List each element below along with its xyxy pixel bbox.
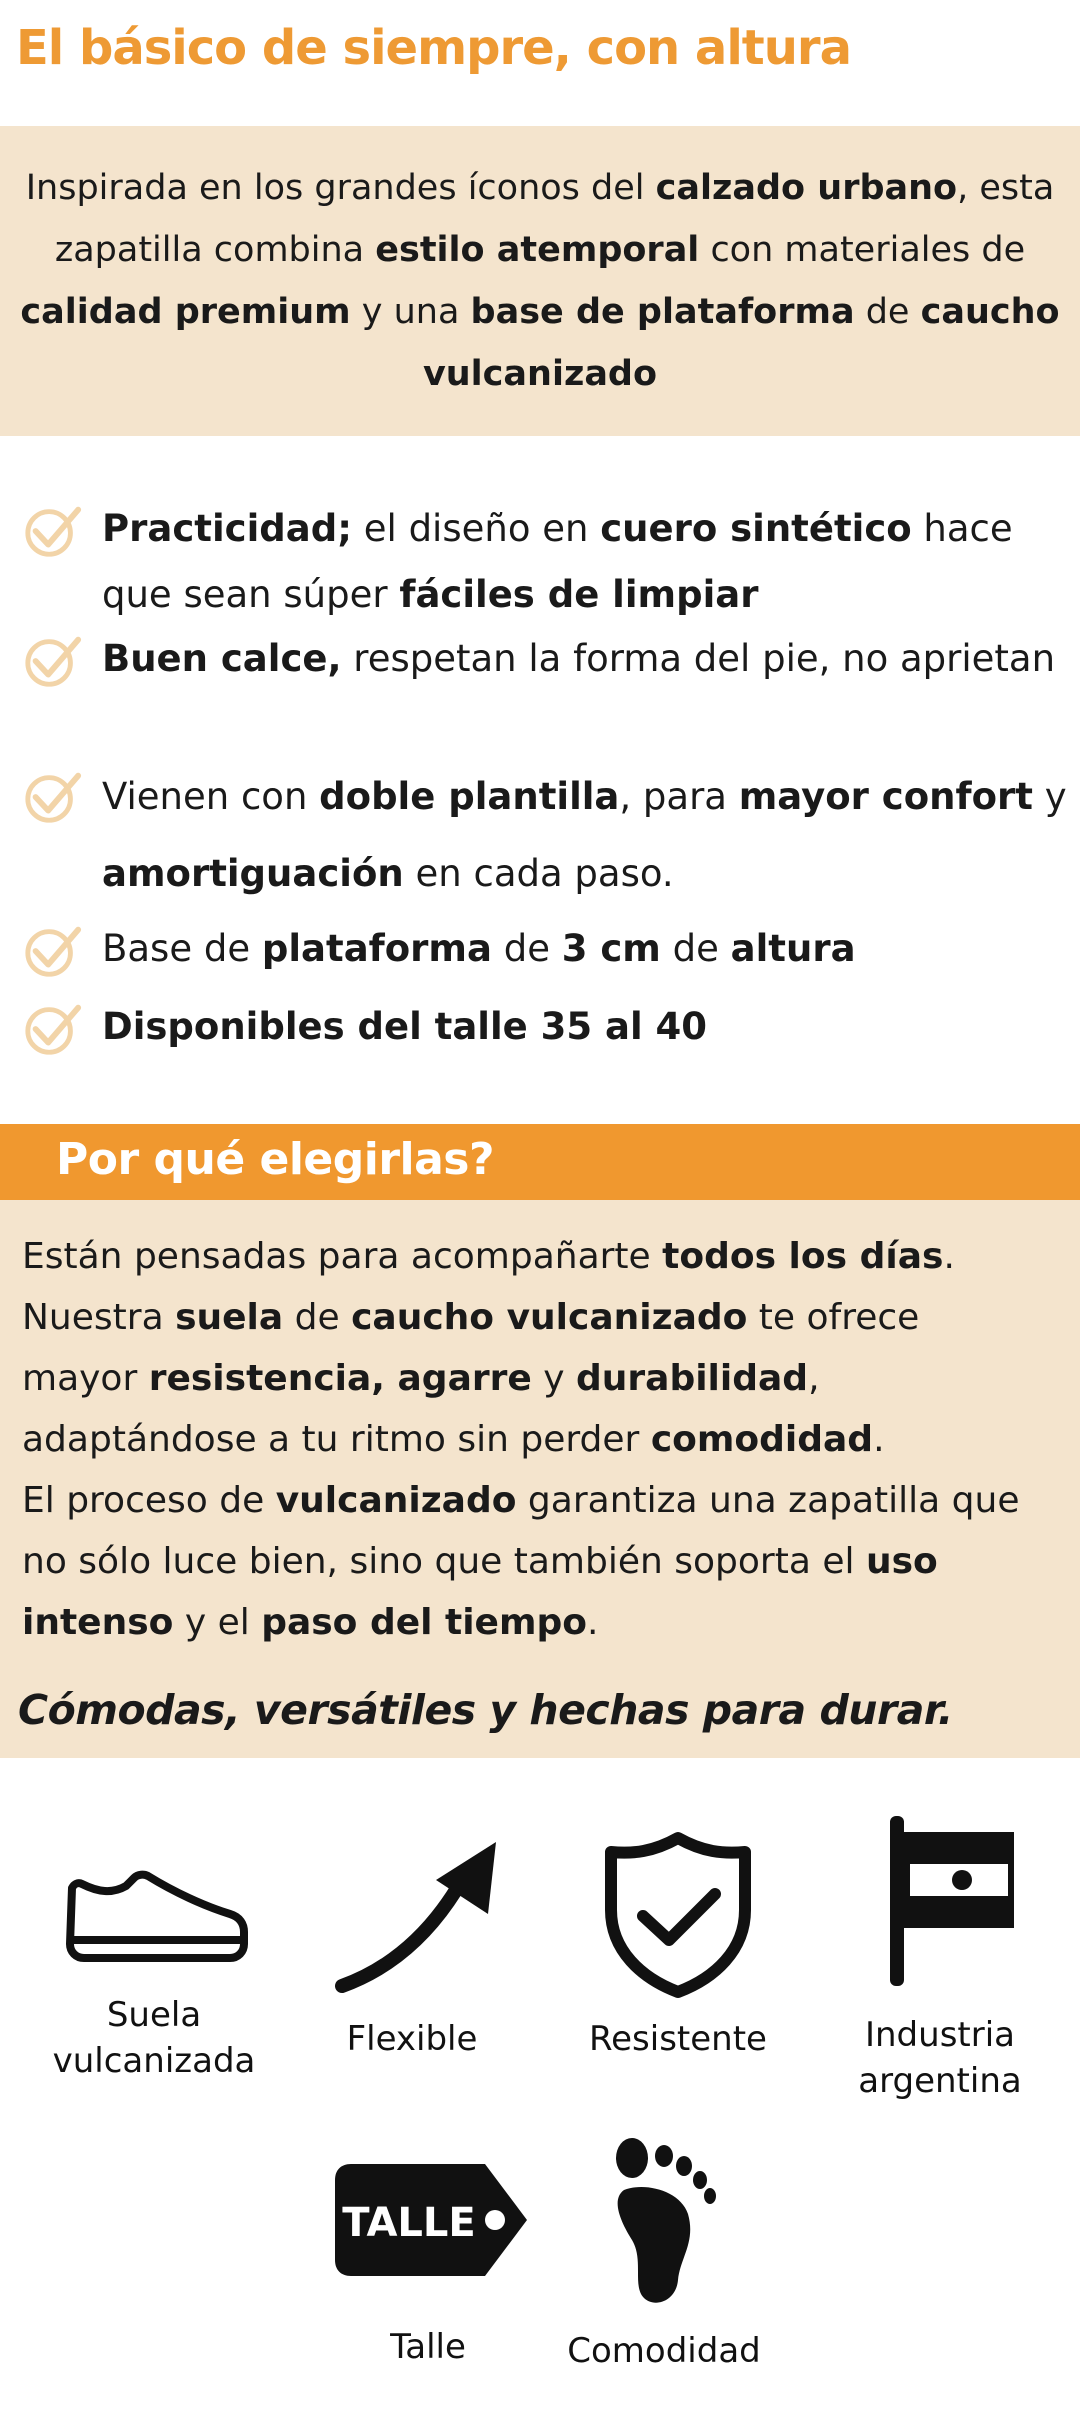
check-circle-icon — [22, 630, 84, 692]
bold-text: Disponibles del talle 35 al 40 — [102, 1005, 708, 1048]
text-span: hace que sean súper — [102, 507, 1013, 616]
why-line — [22, 1592, 1080, 1653]
text-span: , — [808, 1358, 820, 1399]
bold-text: vulcanizado — [275, 1480, 517, 1521]
feature-text — [102, 916, 856, 982]
feature-text — [102, 994, 707, 1060]
text-span: te ofrece — [747, 1297, 920, 1338]
text-span: y el — [173, 1602, 262, 1643]
feature-text — [102, 758, 1072, 912]
bold-text: suela — [175, 1297, 284, 1338]
feature-item — [22, 626, 1072, 692]
sneaker-icon — [54, 1848, 254, 1988]
why-line — [22, 1287, 1080, 1348]
text-span: respetan la forma del pie, no aprietan — [341, 637, 1056, 680]
footprint-icon — [584, 2130, 744, 2310]
bold-text: calidad premium — [20, 292, 351, 332]
size-tag-text: TALLE — [342, 2200, 476, 2246]
icon-label: Comodidad — [567, 2331, 761, 2371]
icon-item-sole — [34, 1848, 274, 2080]
feature-text — [102, 626, 1055, 692]
text-span: con materiales de — [699, 230, 1026, 270]
bold-text: uso — [865, 1541, 938, 1582]
bold-text: durabilidad — [576, 1358, 809, 1399]
icon-item-flexible — [292, 1828, 532, 2058]
icon-label: vulcanizada — [52, 2041, 256, 2081]
text-span: y una — [350, 292, 471, 332]
text-span: y — [1032, 775, 1067, 818]
text-span: . — [943, 1236, 955, 1277]
feature-item — [22, 762, 1072, 912]
icon-label: Flexible — [346, 2019, 478, 2059]
why-line — [22, 1470, 1080, 1531]
text-span: de — [491, 927, 562, 970]
text-span: garantiza una zapatilla que — [516, 1480, 1020, 1521]
check-circle-icon — [22, 920, 84, 982]
why-line — [22, 1348, 1080, 1409]
text-span: de — [660, 927, 731, 970]
bold-text: fáciles de limpiar — [399, 573, 759, 616]
bold-text: Practicidad; — [102, 507, 352, 550]
text-span: no sólo luce bien, sino que también soporta el — [22, 1541, 866, 1582]
text-span: en cada paso. — [403, 852, 674, 895]
check-circle-icon — [22, 998, 84, 1060]
why-line — [22, 1531, 1080, 1592]
icon-label: Industria — [864, 2015, 1015, 2055]
bold-text: base de plataforma — [470, 292, 855, 332]
feature-text — [102, 496, 1072, 628]
text-span: Inspirada en los grandes íconos del — [25, 168, 656, 208]
icon-label: argentina — [858, 2061, 1022, 2101]
bold-text: intenso — [22, 1602, 174, 1643]
text-span: , para — [619, 775, 739, 818]
shield-check-icon — [593, 1830, 763, 2000]
bold-text: plataforma — [261, 927, 492, 970]
text-span: . — [586, 1602, 599, 1643]
bold-text: todos los días — [662, 1236, 944, 1277]
intro-box — [0, 126, 1080, 436]
feature-item — [22, 496, 1072, 628]
bold-text: cuero sintético — [600, 507, 912, 550]
bold-text: caucho vulcanizado — [351, 1297, 748, 1338]
bold-text: 3 cm — [561, 927, 661, 970]
bold-text: mayor confort — [738, 775, 1033, 818]
why-header — [0, 1124, 1080, 1200]
intro-text — [20, 157, 1060, 405]
text-span: El proceso de — [22, 1480, 276, 1521]
icon-label: Suela — [106, 1995, 202, 2035]
icon-item-resistant — [558, 1830, 798, 2058]
tagline: Cómodas, versátiles y hechas para durar. — [18, 1686, 953, 1734]
icon-label: Resistente — [589, 2019, 767, 2059]
text-span: el diseño en — [352, 507, 601, 550]
bold-text: doble plantilla — [319, 775, 620, 818]
text-span: Nuestra — [22, 1297, 176, 1338]
bold-text: altura — [730, 927, 856, 970]
why-line — [22, 1409, 1080, 1470]
check-circle-icon — [22, 500, 84, 562]
check-circle-icon — [22, 766, 84, 828]
text-span: Vienen con — [102, 775, 320, 818]
icon-label: Talle — [390, 2327, 466, 2367]
why-body — [22, 1226, 1080, 1653]
curved-arrow-icon — [312, 1828, 512, 1998]
page-title: El básico de siempre, con altura — [16, 20, 851, 76]
text-span: , esta zapatilla combina — [54, 168, 1055, 270]
bold-text: amortiguación — [102, 852, 404, 895]
feature-item — [22, 994, 1072, 1060]
icon-item-size — [308, 2156, 548, 2366]
text-span: de — [854, 292, 921, 332]
text-span: Base de — [102, 927, 262, 970]
bold-text: Buen calce, — [102, 637, 342, 680]
bold-text: calzado urbano — [655, 168, 958, 208]
bold-text: estilo atemporal — [375, 230, 700, 270]
icon-item-comfort — [544, 2130, 784, 2370]
text-span: . — [873, 1419, 885, 1460]
bold-text: paso del tiempo — [261, 1602, 587, 1643]
size-tag-icon — [323, 2156, 533, 2306]
text-span: y — [531, 1358, 576, 1399]
bold-text: resistencia, agarre — [148, 1358, 532, 1399]
why-title: Por qué elegirlas? — [56, 1134, 495, 1185]
why-line — [22, 1226, 1080, 1287]
icon-item-industry — [820, 1812, 1060, 2100]
text-span: mayor — [22, 1358, 149, 1399]
text-span: de — [283, 1297, 352, 1338]
bold-text: caucho vulcanizado — [422, 292, 1060, 394]
flag-icon — [850, 1812, 1030, 1988]
bold-text: comodidad — [650, 1419, 874, 1460]
text-span: adaptándose a tu ritmo sin perder — [22, 1419, 651, 1460]
text-span: Están pensadas para acompañarte — [22, 1236, 663, 1277]
feature-item — [22, 916, 1072, 982]
why-box — [0, 1200, 1080, 1758]
